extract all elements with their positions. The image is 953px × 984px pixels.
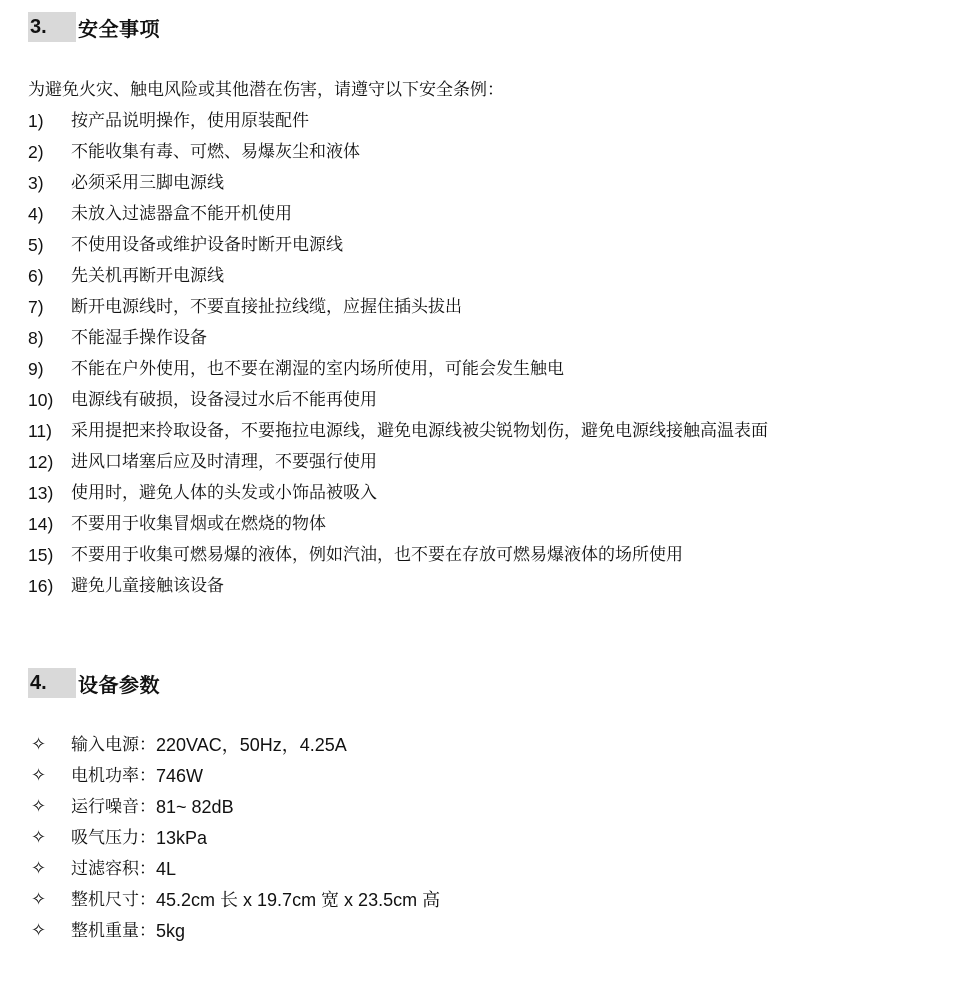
safety-item-text: 未放入过滤器盒不能开机使用 <box>71 204 292 224</box>
safety-section-number: 3. <box>28 12 76 42</box>
spec-item <box>28 919 440 950</box>
safety-item <box>28 543 768 574</box>
safety-item <box>28 512 768 543</box>
safety-item <box>28 295 768 326</box>
diamond-bullet-icon: ✧ <box>31 827 47 848</box>
spec-value: 45.2cm 长 x 19.7cm 宽 x 23.5cm 高 <box>156 890 441 910</box>
safety-item-text: 电源线有破损，设备浸过水后不能再使用 <box>71 390 377 410</box>
safety-item-number: 13) <box>28 483 54 503</box>
safety-item-number: 4) <box>28 204 44 224</box>
safety-item <box>28 264 768 295</box>
safety-item-number: 3) <box>28 173 44 193</box>
safety-item-number: 5) <box>28 235 44 255</box>
safety-item-text: 不使用设备或维护设备时断开电源线 <box>71 235 343 255</box>
safety-item <box>28 419 768 450</box>
spec-value: 81~ 82dB <box>156 797 234 817</box>
spec-item <box>28 764 440 795</box>
safety-list <box>28 109 768 605</box>
spec-item <box>28 733 440 764</box>
diamond-bullet-icon: ✧ <box>31 765 47 786</box>
safety-item <box>28 140 768 171</box>
safety-item <box>28 450 768 481</box>
diamond-bullet-icon: ✧ <box>31 734 47 755</box>
safety-item-text: 必须采用三脚电源线 <box>71 173 224 193</box>
spec-label: 吸气压力： <box>71 828 156 848</box>
safety-item-text: 进风口堵塞后应及时清理，不要强行使用 <box>71 452 377 472</box>
safety-item-text: 先关机再断开电源线 <box>71 266 224 286</box>
spec-label: 过滤容积： <box>71 859 156 879</box>
safety-item-text: 断开电源线时，不要直接扯拉线缆，应握住插头拔出 <box>71 297 462 317</box>
safety-item-number: 2) <box>28 142 44 162</box>
safety-item <box>28 574 768 605</box>
spec-label: 整机尺寸： <box>71 890 156 910</box>
safety-item-number: 6) <box>28 266 44 286</box>
spec-item <box>28 888 440 919</box>
safety-item-number: 7) <box>28 297 44 317</box>
safety-item-text: 按产品说明操作，使用原装配件 <box>71 111 309 131</box>
spec-list <box>28 733 440 950</box>
safety-item <box>28 388 768 419</box>
specs-section-heading <box>28 666 160 700</box>
spec-value: 4L <box>156 859 177 879</box>
spec-item <box>28 857 440 888</box>
safety-item-text: 避免儿童接触该设备 <box>71 576 224 596</box>
safety-item <box>28 357 768 388</box>
safety-item <box>28 202 768 233</box>
safety-item <box>28 109 768 140</box>
safety-item-number: 11) <box>28 421 52 441</box>
diamond-bullet-icon: ✧ <box>31 796 47 817</box>
spec-value: 5kg <box>156 921 186 941</box>
safety-item-number: 15) <box>28 545 54 565</box>
specs-section-title: 设备参数 <box>78 672 160 697</box>
spec-value: 220VAC，50Hz，4.25A <box>156 735 347 755</box>
safety-item-number: 16) <box>28 576 54 596</box>
safety-item-text: 不要用于收集可燃易爆的液体，例如汽油，也不要在存放可燃易爆液体的场所使用 <box>71 545 683 565</box>
safety-item-number: 8) <box>28 328 44 348</box>
spec-label: 整机重量： <box>71 921 156 941</box>
safety-item-text: 不能湿手操作设备 <box>71 328 207 348</box>
spec-value: 13kPa <box>156 828 208 848</box>
safety-item-number: 12) <box>28 452 54 472</box>
spec-value: 746W <box>156 766 204 786</box>
spec-label: 输入电源： <box>71 735 156 755</box>
safety-section-heading <box>28 10 160 44</box>
spec-label: 电机功率： <box>71 766 156 786</box>
safety-item-text: 不能收集有毒、可燃、易爆灰尘和液体 <box>71 142 360 162</box>
specs-section-number: 4. <box>28 668 76 698</box>
spec-item <box>28 826 440 857</box>
safety-item-text: 采用提把来拎取设备，不要拖拉电源线，避免电源线被尖锐物划伤，避免电源线接触高温表面 <box>71 421 768 441</box>
safety-item-text: 不要用于收集冒烟或在燃烧的物体 <box>71 514 326 534</box>
safety-item-number: 9) <box>28 359 44 379</box>
spec-item <box>28 795 440 826</box>
spec-label: 运行噪音： <box>71 797 156 817</box>
safety-item-number: 14) <box>28 514 54 534</box>
safety-item-text: 使用时，避免人体的头发或小饰品被吸入 <box>71 483 377 503</box>
safety-section-title: 安全事项 <box>78 16 160 41</box>
safety-intro: 为避免火灾、触电风险或其他潜在伤害，请遵守以下安全条例： <box>28 80 504 100</box>
safety-item-number: 1) <box>28 111 44 131</box>
safety-item <box>28 481 768 512</box>
safety-item <box>28 233 768 264</box>
safety-item <box>28 326 768 357</box>
safety-item-text: 不能在户外使用，也不要在潮湿的室内场所使用，可能会发生触电 <box>71 359 564 379</box>
diamond-bullet-icon: ✧ <box>31 858 47 879</box>
safety-item <box>28 171 768 202</box>
diamond-bullet-icon: ✧ <box>31 920 47 941</box>
diamond-bullet-icon: ✧ <box>31 889 47 910</box>
safety-item-number: 10) <box>28 390 54 410</box>
